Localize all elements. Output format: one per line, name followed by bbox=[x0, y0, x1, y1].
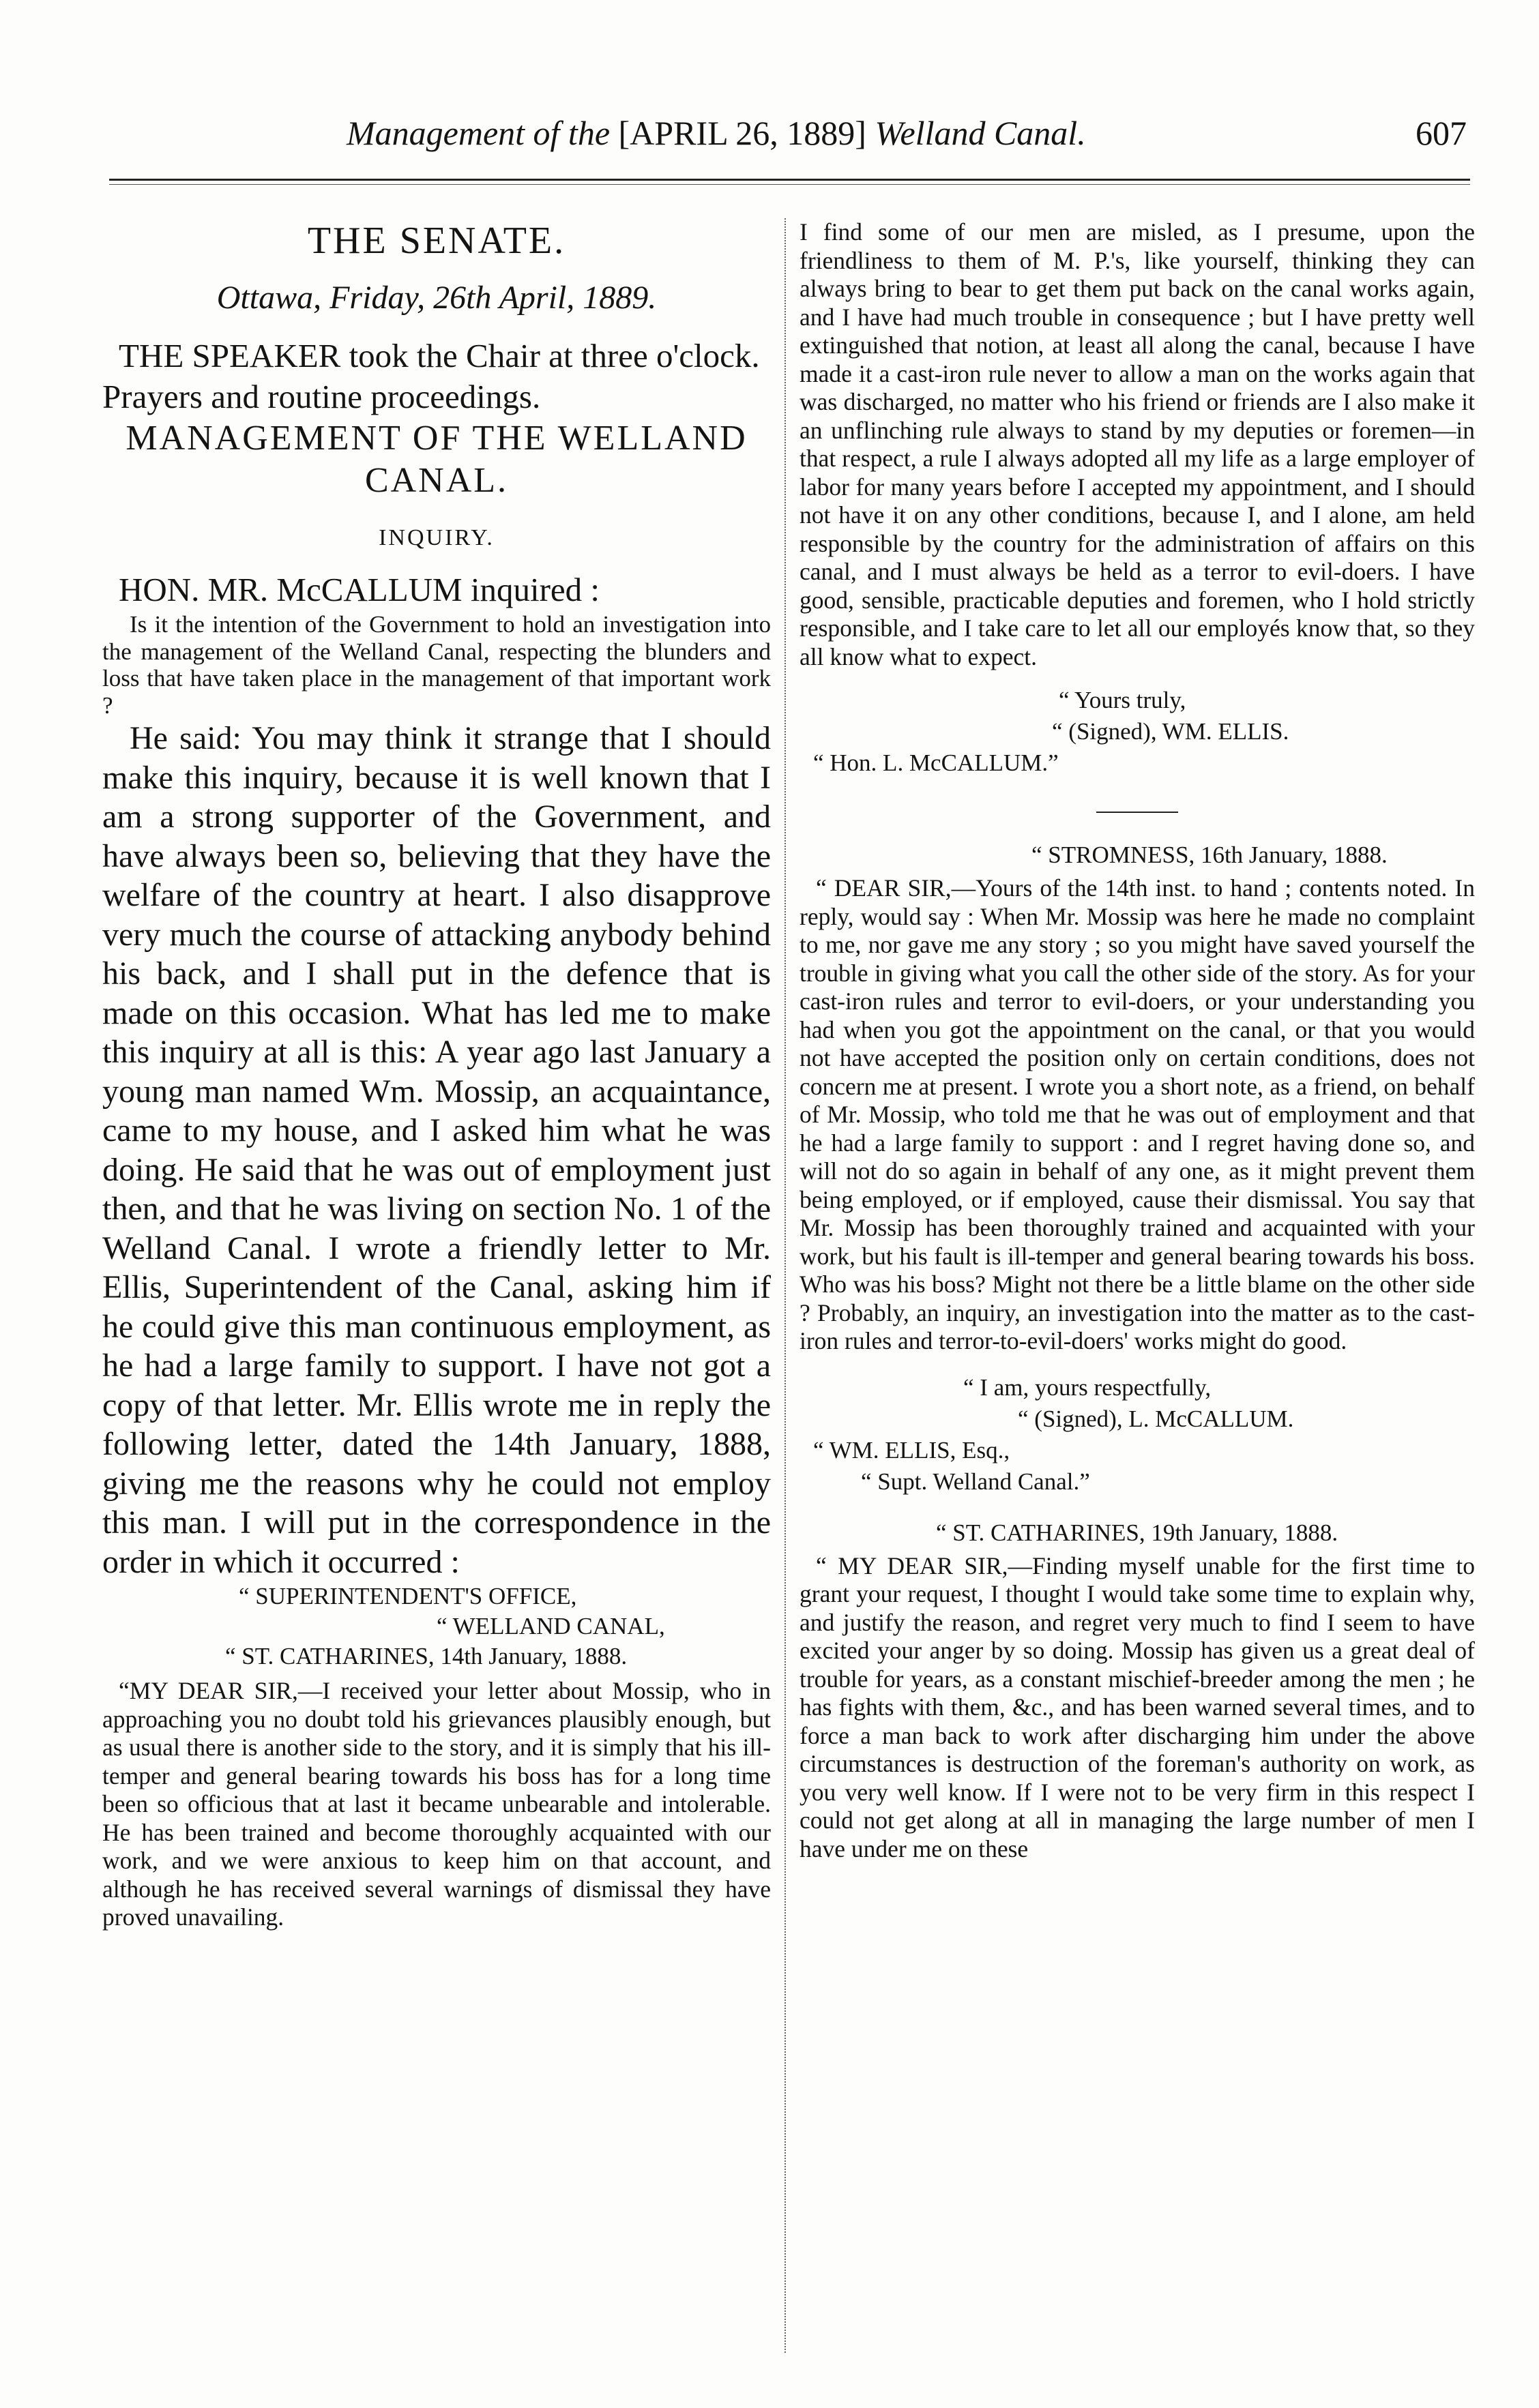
letter3-place-date: “ ST. CATHARINES, 19th January, 1888. bbox=[936, 1519, 1338, 1546]
letter2-closing: “ I am, yours respectfully, bbox=[963, 1373, 1212, 1401]
right-column bbox=[800, 218, 1475, 1863]
running-date: [APRIL 26, 1889] bbox=[618, 114, 866, 152]
letter1-office: “ SUPERINTENDENT'S OFFICE, bbox=[239, 1583, 577, 1609]
letter2-body: “ DEAR SIR,—Yours of the 14th inst. to hand ; contents noted. In reply, would say : When Mr. Mossip was here he made no complaint to me, nor gave me any story ; so you might have saved yourself the trouble in giving what you call the other side of the story. As for your cast-iron rules and terror to evil-doers, or your understanding you had when you got the appointment on the canal, or that you would not have accepted the position only on certain conditions, does not concern me at present. I wrote you a short note, as a friend, on behalf of Mr. Mossip, who told me that he was out of employment and that he had a large family to support : and I regret having done so, and will not do so again in behalf of any one, as it might prevent them being employed, or if employed, cause their dismissal. You say that Mr. Mossip has been thoroughly trained and acquainted with your work, but his fault is ill-temper and general bearing towards his boss. Who was his boss? Might not there be a little blame on the other side ? Probably, an inquiry, an investigation into the matter as to the cast-iron rules and terror-to-evil-doers' works might do good. bbox=[800, 874, 1475, 1354]
letter1-addressee: “ Hon. L. McCALLUM.” bbox=[813, 749, 1059, 776]
letter3-body: “ MY DEAR SIR,—Finding myself unable for the first time to grant your request, I thought I would take some time to explain why, and justify the reason, and regret very much to find I seem to have excited your anger by so doing. Mossip has given us a great deal of trouble for years, as a constant mischief-breeder among the men ; he has fights with them, &c., and has been warned several times, and to force a man back to work after discharging him under the above circumstances is destruction of the foreman's authority on work, as you very well know. If I were not to be very firm in this respect I could not get along at all in managing the large number of men I have under me on these bbox=[800, 1551, 1475, 1862]
inquiry-question: Is it the intention of the Government to hold an investigation into the management of the Welland Canal, respecting the blunders and loss that have taken place in the management of that important work ? bbox=[102, 611, 771, 719]
running-head bbox=[109, 109, 1467, 157]
speaker-paragraph: THE SPEAKER took the Chair at three o'clock. bbox=[119, 337, 760, 374]
speech-paragraph: He said: You may think it strange that I should make this inquiry, because it is well known that I am a strong supporter of the Government, and have always been so, believing that they have the welfare of the country at heart. I also disapprove very much the course of attacking anybody behind his back, and I shall put in the defence that is made on this occasion. What has led me to make this inquiry at all is this: A year ago last January a young man named Wm. Mossip, an acquaintance, came to my house, and I asked him what he was doing. He said that he was out of employment just then, and that he was living on section No. 1 of the Welland Canal. I wrote a friendly letter to Mr. Ellis, Superintendent of the Canal, asking him if he could give this man continuous employment, as he had a large family to support. I have not got a copy of that letter. Mr. Ellis wrote me in reply the following letter, dated the 14th January, 1888, giving me the reasons why he could not employ this man. I will put in the correspondence in the order in which it occurred : bbox=[102, 720, 771, 1580]
letter2-signature: “ (Signed), L. McCALLUM. bbox=[1018, 1405, 1294, 1432]
senate-heading: THE SENATE. bbox=[307, 220, 566, 262]
letter1-signature: “ (Signed), WM. ELLIS. bbox=[1052, 718, 1289, 745]
letter2-addressee: “ WM. ELLIS, Esq., bbox=[813, 1436, 1010, 1463]
header-rule-thin bbox=[109, 184, 1470, 185]
letter1-closing: “ Yours truly, bbox=[1059, 687, 1186, 713]
running-title bbox=[347, 109, 1086, 157]
inquired-line: HON. MR. McCALLUM inquired : bbox=[119, 571, 600, 608]
left-column bbox=[102, 218, 771, 1932]
letter-separator bbox=[1096, 812, 1178, 813]
header-rule bbox=[109, 179, 1470, 181]
prayers-paragraph: Prayers and routine proceedings. bbox=[102, 378, 541, 415]
letter1-body: “MY DEAR SIR,—I received your letter about Mossip, who in approaching you no doubt told his grievances plausibly enough, but as usual there is another side to the story, and it is simply that his ill-temper and general bearing towards his boss has for a long time been so officious that at last it became unbearable and intolerable. He has been trained and become thoroughly acquainted with our work, and we were anxious to keep him on that account, and although he has received several warnings of dismissal they have proved unavailing. bbox=[102, 1677, 771, 1931]
letter2-addressee-title: “ Supt. Welland Canal.” bbox=[861, 1468, 1090, 1495]
running-title-right: Welland Canal. bbox=[875, 114, 1086, 152]
section-title: MANAGEMENT OF THE WELLAND CANAL. bbox=[126, 419, 748, 500]
session-dateline: Ottawa, Friday, 26th April, 1889. bbox=[216, 280, 657, 316]
page-number: 607 bbox=[1416, 114, 1467, 152]
column-divider bbox=[785, 218, 786, 2353]
letter1-continuation: I find some of our men are misled, as I presume, upon the friendliness to them of M. P.'s, like yourself, thinking they can always bring to bear to get them put back on the canal works again, and I have had much trouble in consequence ; but I have pretty well extinguished that notion, at least all along the canal, because I have made it a cast-iron rule never to allow a man on the works again that was discharged, no matter who his friend or friends are I also make it an unflinching rule always to stand by my deputies or foremen—in that respect, a rule I always adopted all my life as a large employer of labor for many years before I accepted my appointment, and I should not have it on any other conditions, because I, and I alone, am held responsible by the country for the administration of affairs on this canal, and I must always be held as a terror to evil-doers. I have good, sensible, practicable deputies and foremen, who I hold strictly responsible, and I take care to let all our employés know that, so they all know what to expect. bbox=[800, 218, 1475, 670]
inquiry-subheading: INQUIRY. bbox=[379, 525, 495, 550]
letter1-canal: “ WELLAND CANAL, bbox=[437, 1613, 665, 1639]
letter1-place-date: “ ST. CATHARINES, 14th January, 1888. bbox=[225, 1643, 628, 1669]
running-title-left: Management of the bbox=[347, 114, 611, 152]
letter2-place-date: “ STROMNESS, 16th January, 1888. bbox=[1031, 842, 1388, 868]
